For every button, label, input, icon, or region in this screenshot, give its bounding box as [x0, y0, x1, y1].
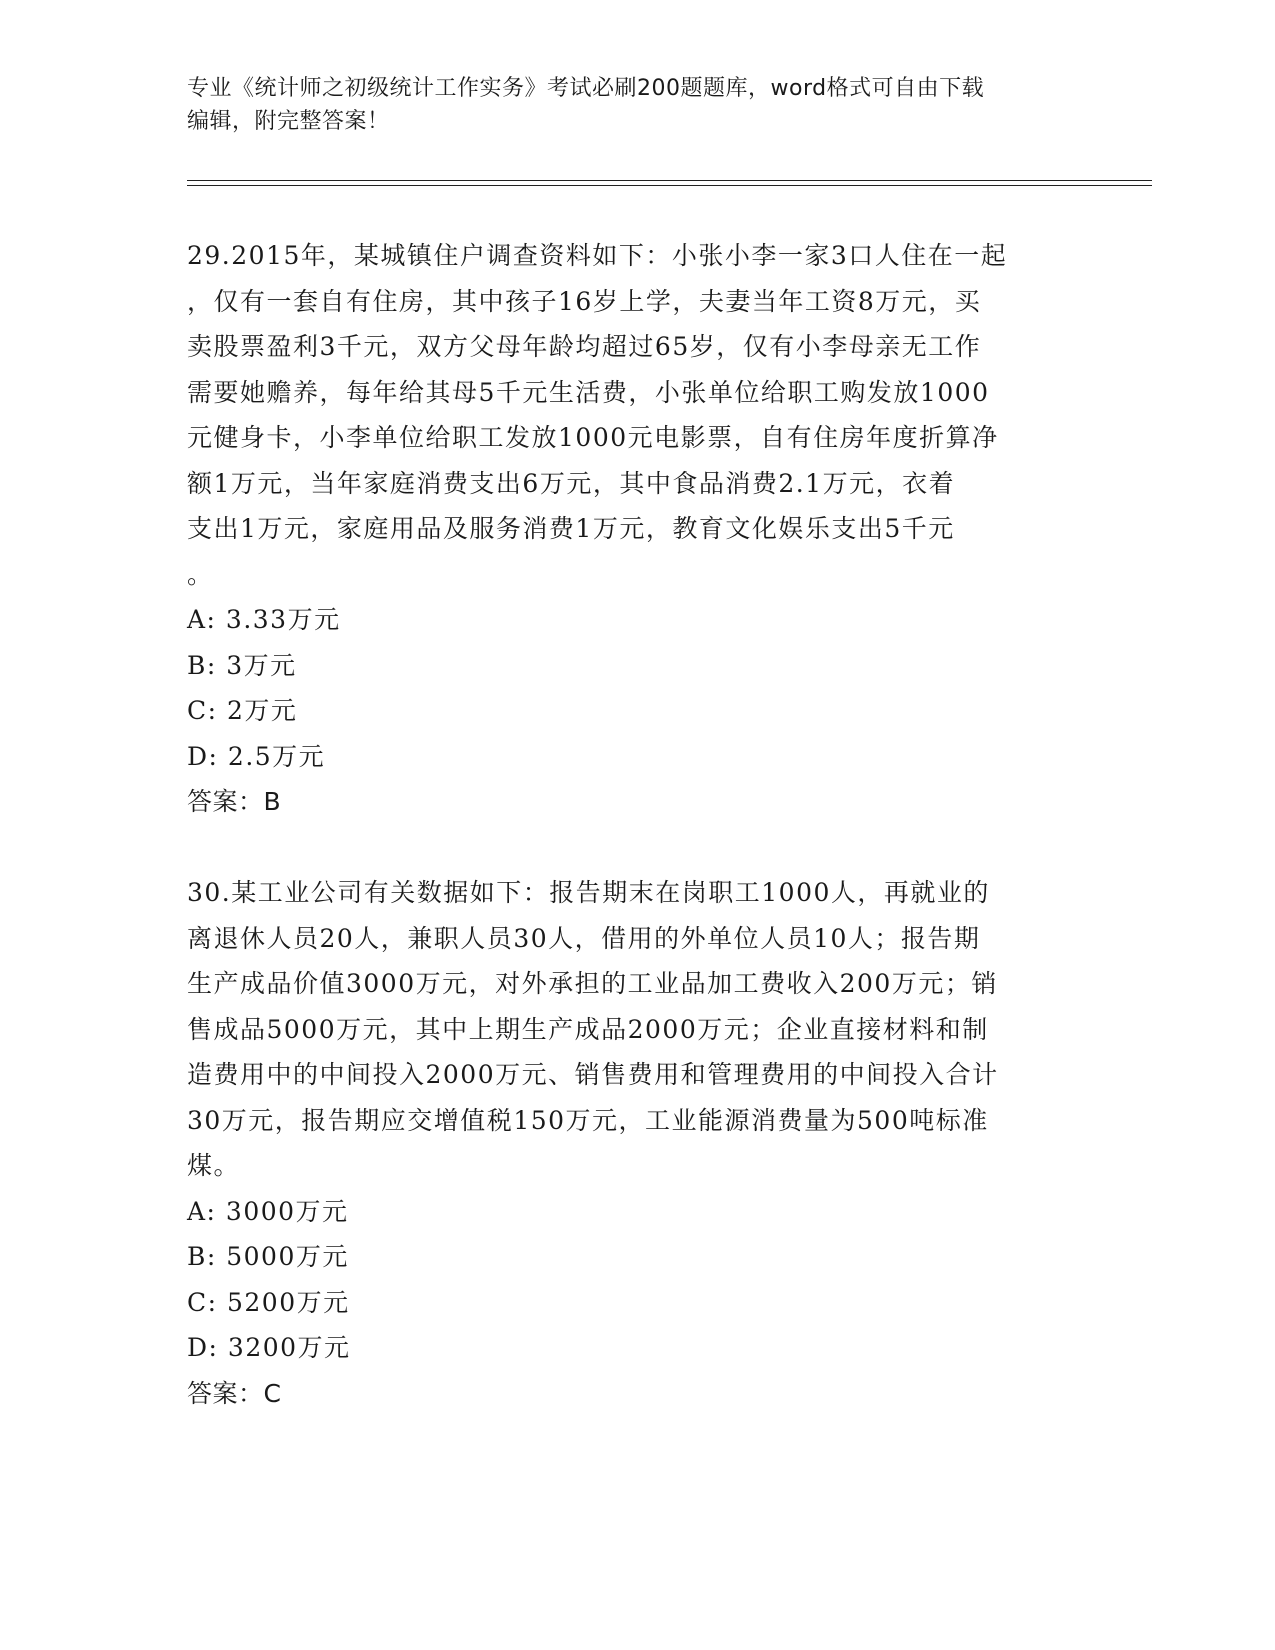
question-stem-line: 额1万元，当年家庭消费支出6万元，其中食品消费2.1万元，衣着	[187, 468, 956, 498]
question-stem-line: 售成品5000万元，其中上期生产成品2000万元；企业直接材料和制	[187, 1014, 989, 1044]
question-stem-line: 29.2015年，某城镇住户调查资料如下：小张小李一家3口人住在一起	[187, 241, 1008, 270]
question-stem-line: 支出1万元，家庭用品及服务消费1万元，教育文化娱乐支出5千元	[187, 514, 955, 543]
option-c: C: 2万元	[187, 696, 298, 725]
document-header	[187, 72, 1067, 138]
question-stem-line: 煤。	[187, 1151, 241, 1180]
header-line-1: 专业《统计师之初级统计工作实务》考试必刷200题题库，word格式可自由下载	[187, 76, 985, 101]
question-stem-line: 元健身卡，小李单位给职工发放1000元电影票，自有住房年度折算净	[187, 423, 999, 452]
question-stem-line: 需要她赡养，每年给其母5千元生活费，小张单位给职工购发放1000	[187, 377, 990, 407]
option-a: A: 3.33万元	[187, 605, 341, 634]
header-divider-bottom	[187, 185, 1152, 186]
question-stem-line: 30.某工业公司有关数据如下：报告期末在岗职工1000人，再就业的	[187, 878, 990, 907]
question-stem-line: 30万元，报告期应交增值税150万元，工业能源消费量为500吨标准	[187, 1105, 989, 1135]
option-b: B: 3万元	[187, 650, 297, 680]
option-b: B: 5000万元	[187, 1242, 349, 1271]
question-30	[187, 870, 1087, 1416]
question-stem-line: 生产成品价值3000万元，对外承担的工业品加工费收入200万元；销	[187, 969, 998, 998]
question-stem-line: 。	[187, 559, 214, 589]
question-stem-line: 离退休人员20人，兼职人员30人，借用的外单位人员10人；报告期	[187, 923, 981, 953]
option-d: D: 3200万元	[187, 1333, 351, 1362]
option-c: C: 5200万元	[187, 1287, 350, 1317]
question-stem-line: ，仅有一套自有住房，其中孩子16岁上学，夫妻当年工资8万元，买	[187, 286, 982, 316]
answer-label: 答案：C	[187, 1378, 282, 1408]
question-stem-line: 卖股票盈利3千元，双方父母年龄均超过65岁，仅有小李母亲无工作	[187, 332, 982, 361]
header-divider-top	[187, 180, 1152, 181]
question-29	[187, 233, 1087, 825]
header-line-2: 编辑，附完整答案！	[187, 109, 390, 134]
question-stem-line: 造费用中的中间投入2000万元、销售费用和管理费用的中间投入合计	[187, 1060, 999, 1089]
answer-label: 答案：B	[187, 787, 282, 816]
option-a: A: 3000万元	[187, 1196, 349, 1226]
option-d: D: 2.5万元	[187, 741, 326, 771]
